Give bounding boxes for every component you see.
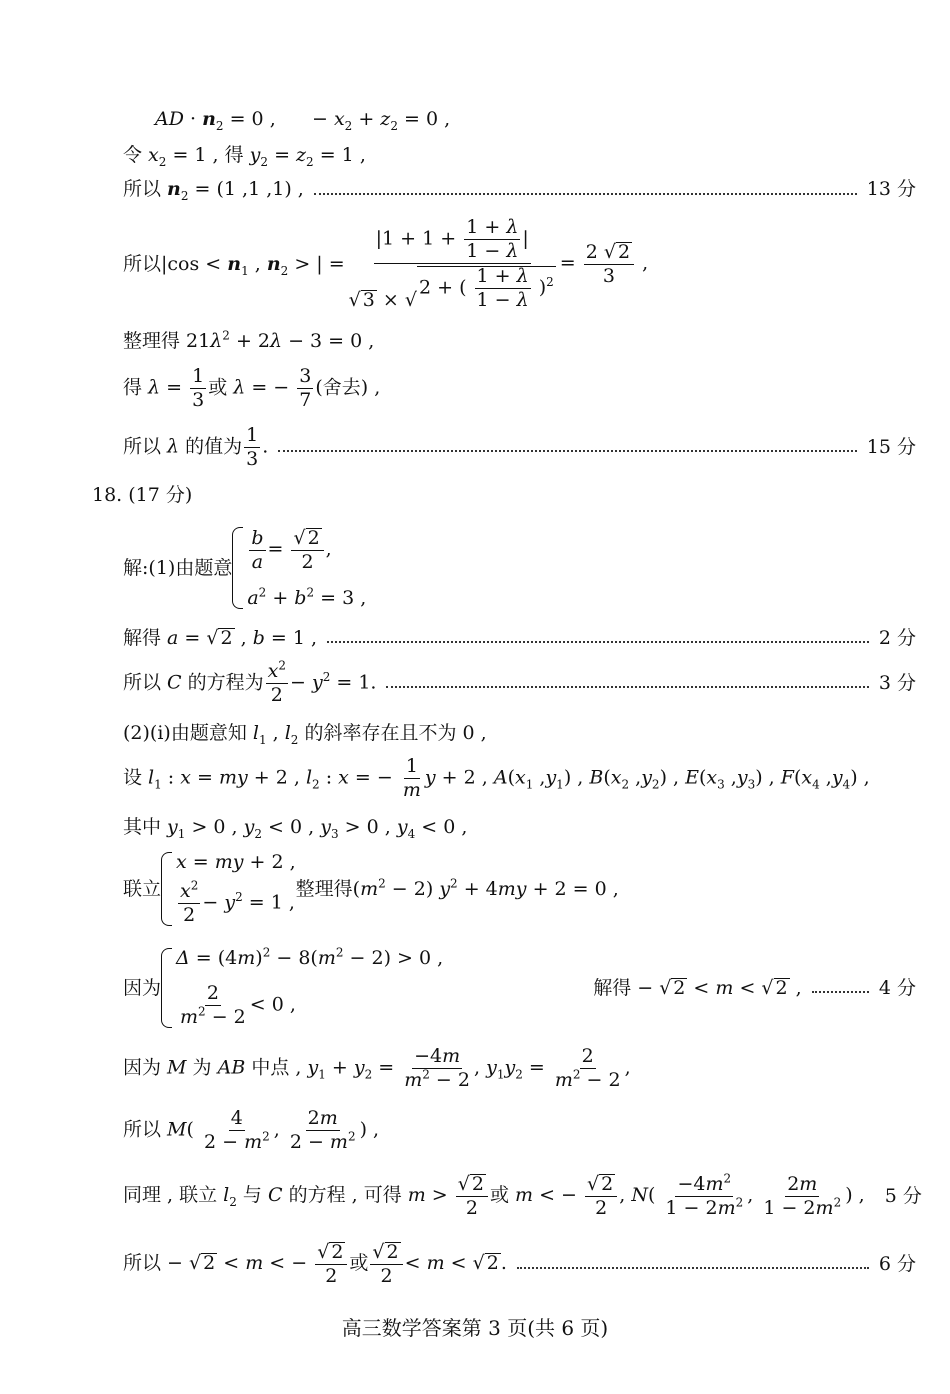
line-set-lines: 设 $l_1$ : x = my + 2 , $l_2$ : x = − $\frac{1}{m}$ y + 2 , $A(x_1$ $,y_1$) , $B(x_2$ $,y_2$) , $E(x_3$ $,y_3$) , $F(x_4$ $,y_4$) ,	[123, 754, 870, 801]
line-point-m: 所以 M( $\frac{4}{2 - m^2}$ , $\frac{2m}{2 - m^2}$ ) ,	[123, 1106, 380, 1153]
score-label: 5 分	[884, 1184, 922, 1207]
line-simplify: 整理得 $21\lambda^2 + 2\lambda - 3 = 0$ ,	[123, 328, 375, 352]
line-part2-intro: (2)(ⅰ)由题意知 $l_1$ , $l_2$ 的斜率存在且不为 0 ,	[123, 722, 487, 747]
line-ad-n2	[155, 108, 916, 133]
score-label: 15 分	[866, 435, 916, 458]
dot-leader	[517, 1267, 869, 1269]
score-label: 3 分	[878, 671, 916, 694]
line-lambda-solutions: 得 λ = $\frac{1}{3}$ 或 λ = − $\frac{3}{7}$ (舍去) ,	[123, 364, 381, 411]
line-ad-n2-text: AD · $n_2 = 0$ , − $x_2 + z_2 = 0$ ,	[155, 108, 451, 133]
line-midpoint: 因为 M 为 AB 中点 , $y_1 + y_2$ = $\frac{-4m}{m^2 - 2}$ , $y_1y_2$ = $\frac{2}{m^2 - 2}$ ,	[123, 1044, 631, 1091]
equation-system: $\frac{b}{a}$ = √ 2 2 , $a^2 + b^2 = 3$ ,	[232, 527, 366, 609]
line-lambda-value: 所以 λ 的值为 $\frac{1}{3}$ . 15 分	[123, 423, 916, 470]
line-point-n: 同理 , 联立 $l_2$ 与 C 的方程 , 可得 m > √ 2 2 或 m < − √ 2 2 , N( $\frac{-4m^2}{1 - 2m^2}$ , $\frac{2m}{1 - 2m^2}$ ) , 5 分	[123, 1171, 922, 1219]
equation-system: x = my + 2 , $\frac{x^2}{2}$ − $y^2 = 1$ ,	[161, 852, 296, 926]
line-let-x2: 令 $x_2 = 1$ , 得 $y_2 = z_2 = 1$ ,	[123, 144, 366, 169]
page-footer: 高三数学答案第 3 页(共 6 页)	[341, 1316, 609, 1340]
line-equation-c: 所以 C 的方程为 $\frac{x^2}{2}$ − $y^2 = 1$. 3 分	[123, 658, 916, 706]
line-solve-ab: 解得 a = √ 2 , b = 1 , 2 分	[123, 626, 916, 649]
dot-leader	[314, 193, 857, 195]
score-label: 13 分	[866, 178, 916, 200]
score-label: 4 分	[878, 976, 916, 999]
line-y-signs: 其中 $y_1 > 0$ , $y_2 < 0$ , $y_3 > 0$ , $y_4 < 0$ ,	[123, 816, 468, 841]
equation-system: $\Delta = (4m)^2 - 8(m^2 - 2) > 0$ , $\frac{2}{m^2 - 2}$ < 0 ,	[161, 948, 443, 1028]
score-label: 6 分	[878, 1252, 916, 1275]
score-label: 2 分	[878, 626, 916, 649]
line-cos-formula: 所以$|\cos < n_1$ , $n_2$ > | = |1 + 1 + $\frac{1 + \lambda}{1 - \lambda}$ | √ 3 × √ 2 + ( $\frac{1 + \lambda}{1 - \lambda}$ )$^2$ = 2 √ 2 3 ,	[123, 216, 649, 311]
line-combine-system: 联立 x = my + 2 , $\frac{x^2}{2}$ − $y^2 = 1$ , 整理得$(m^2 - 2) y^2 + 4my + 2 = 0$ ,	[123, 851, 619, 926]
line-m-range: 所以 − √ 2 < m < − √ 2 2 或 √ 2 2 < m < √ 2 . 6 分	[123, 1241, 916, 1287]
dot-leader	[812, 991, 869, 993]
dot-leader	[278, 450, 857, 452]
line-discriminant: 因为 $\Delta = (4m)^2 - 8(m^2 - 2) > 0$ , $\frac{2}{m^2 - 2}$ < 0 , 解得 − √ 2 < m < √ 2 , 4 分	[123, 945, 916, 1028]
cos-fraction: |1 + 1 + $\frac{1 + \lambda}{1 - \lambda}$ | √ 3 × √ 2 + ( $\frac{1 + \lambda}{1 - \lambda}$ )$^2$	[348, 216, 554, 311]
dot-leader	[327, 641, 869, 643]
question-18-heading: 18. (17 分)	[92, 484, 193, 506]
line-n2-vector: 所以 $n_2 = (1$ ,1 ,1) , 13 分	[123, 178, 916, 203]
line-system-ab: 解:(1)由题意 $\frac{b}{a}$ = √ 2 2 , $a^2 + b^2 = 3$ ,	[123, 526, 367, 609]
dot-leader	[386, 686, 868, 688]
